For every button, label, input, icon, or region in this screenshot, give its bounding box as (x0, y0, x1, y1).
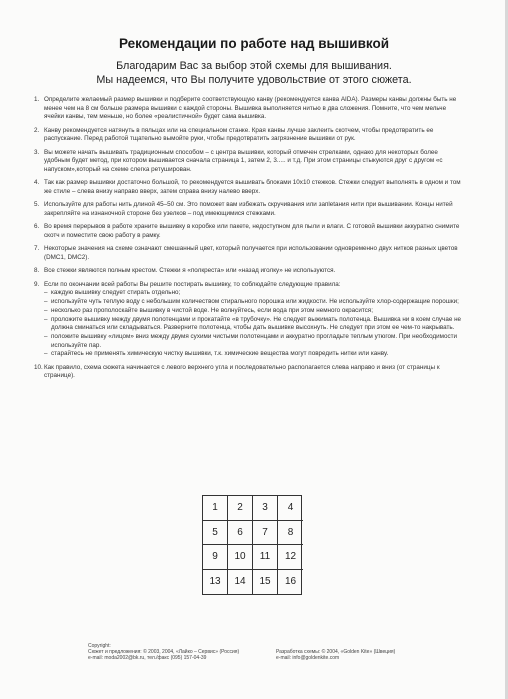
grid-cell: 11 (253, 545, 278, 570)
wash-rule-item: – положите вышивку «лицом» вниз между двумя сухими чистыми полотенцами и аккуратно прогладьте теплым утюгом. При необходимости используйте пар. (44, 333, 464, 350)
wash-rule-item: – несколько раз прополоскайте вышивку в чистой воде. Не волнуйтесь, если вода при этом немного окрасится; (44, 307, 464, 316)
list-item: 7. Некоторые значения на схеме означают смешанный цвет, который получается при использовании одновременно двух нитков разных цветов (DMC1, DMC2). (34, 245, 458, 262)
grid-cell: 16 (284, 576, 297, 588)
grid-cell: 14 (228, 570, 253, 595)
list-item: 8. Все стежки являются полным крестом. Стежки я «полкреста» или «назад иголку» не используются. (34, 267, 336, 275)
grid-cell: 7 (253, 521, 278, 546)
page-order-grid (202, 495, 302, 595)
page-title: Рекомендации по работе над вышивкой (118, 36, 389, 51)
intro-line-1: Благодарим Вас за выбор этой схемы для вышивания. (116, 60, 392, 72)
footer-copyright-left: Copyright: Сюжет и предложения: © 2003, 2004, «Лайко – Сервис» (Россия) e-mail: moda2002@bk.ru, тел./факс (095) 157-04-39 (88, 643, 240, 662)
grid-cell: 1 (203, 496, 228, 521)
grid-cell: 10 (228, 545, 253, 570)
grid-cell: 4 (278, 496, 303, 521)
grid-cell: 12 (278, 545, 303, 570)
intro-line-2: Мы надеемся, что Вы получите удовольствие от этого сюжета. (96, 74, 412, 86)
washing-rules-list (44, 289, 464, 359)
grid-cell: 5 (203, 521, 228, 546)
grid-cell: 8 (278, 521, 303, 546)
recommendations-list (34, 96, 464, 386)
wash-rule-item: – каждую вышивку следует стирать отдельно; (44, 289, 464, 298)
list-item: 5. Используйте для работы нить длиной 45–50 см. Это поможет вам избежать скручивания или запletания нити при вышивании. Концы нитей закрепляйте на изнаночной стороне без узелков – под имеющимися стежками. (34, 201, 453, 218)
grid-cell: 6 (228, 521, 253, 546)
list-item: 2. Канву рекомендуется натянуть в пяльцах или на специальном станке. Края канвы лучше заклеить скотчем, чтобы предотвратить ее распускание. Перед работой тщательно вымойте руки, чтобы предотвратить загрязнение вышивки от рук. (34, 126, 434, 143)
wash-rule-item: – проложите вышивку между двумя полотенцами и прокатайте «в трубочку». Не следует выжимать полотенца. Вышивка ни в коем случае не должна сминаться или складываться. Разверните полотенца, чтобы дать вышивке высохнуть. Не следует при этом ее чем-то накрывать. (44, 316, 464, 333)
list-item: 6. Во время перерывов в работе храните вышивку в коробке или пакете, недоступном для пыли и влаги. С готовой вышивки аккуратно снимите скотч и поместите свою работу в рамку. (34, 223, 460, 240)
list-item: 1. Определите желаемый размер вышивки и подберите соответствующую канву (рекомендуется канва AIDA). Размеры канвы должны быть не менее чем на 8 см больше размера вышивки с каждой стороны. Вышивка выполняется нитью в два сложения. Помните, что чем мельче ячейки канвы, тем меньше, но более «реалистичной» будет сама вышивка. (34, 96, 457, 121)
grid-cell: 2 (228, 496, 253, 521)
grid-cell: 13 (203, 570, 228, 595)
list-item: 3. Вы можете начать вышивать традиционным способом – с центра вышивки, который отмечен стрелками, однако для некоторых более удобным будет метод, при котором вышивается сначала страница 1, затем 2, 3..... и т.д. При этом страницы стыкуются друг с другом «с напуском»,который на схеме слегка ретуширован. (34, 148, 443, 174)
list-item: 4. Так как размер вышивки достаточно большой, то рекомендуется вышивать блоками 10х10 стежков. Стежки следует выполнять в одном и том же стиле – слева внизу направо вверх, затем справа внизу налево вверх. (34, 179, 461, 196)
grid-cell: 9 (203, 545, 228, 570)
wash-rule-item: – используйте чуть теплую воду с небольшим количеством стирального порошка или жидкости. Не используйте хлор-содержащие порошки; (44, 298, 464, 307)
wash-rule-item: – старайтесь не применять химическую чистку вышивки, т.к. химические вещества могут повредить нитки или канву. (44, 350, 464, 359)
list-item: 9. Если по окончании всей работы Вы решите постирать вышивку, то соблюдайте следующие правила: – каждую вышивку следует стирать отдельно; – используйте чуть теплую воду с небольшим количеством стирального порошка или жидкости. Не используйте хлор-содержащие порошки; – несколько раз прополоскайте вышивку в чистой воде. Не волнуйтесь, если вода при этом немного окрасится; – проложите вышивку между двумя полотенцами и прокатайте «в трубочку». Не следует выжимать полотенца. Вышивка ни в коем случае не должна сминаться или складываться. Разверните полотенца, чтобы дать вышивке высохнуть. Не следует при этом ее чем-то накрывать. – положите вышивку «лицом» вниз между двумя сухими чистыми полотенцами и аккуратно прогладьте теплым утюгом. При необходимости используйте пар. – старайтесь не применять химическую чистку вышивки, т.к. химические вещества могут повредить нитки или канву. (44, 281, 464, 359)
list-item: 10. Как правило, схема сюжета начинается с левого верхнего угла и последовательно располагается слева направо и вниз (от страницы к странице). (34, 363, 440, 380)
grid-cell: 3 (253, 496, 278, 521)
grid-cell: 15 (253, 570, 278, 595)
intro-text (20, 59, 488, 87)
footer-copyright-right: Разработка схемы: © 2004, «Golden Kite» (Швеция) e-mail: info@goldenkite.com (276, 649, 396, 662)
